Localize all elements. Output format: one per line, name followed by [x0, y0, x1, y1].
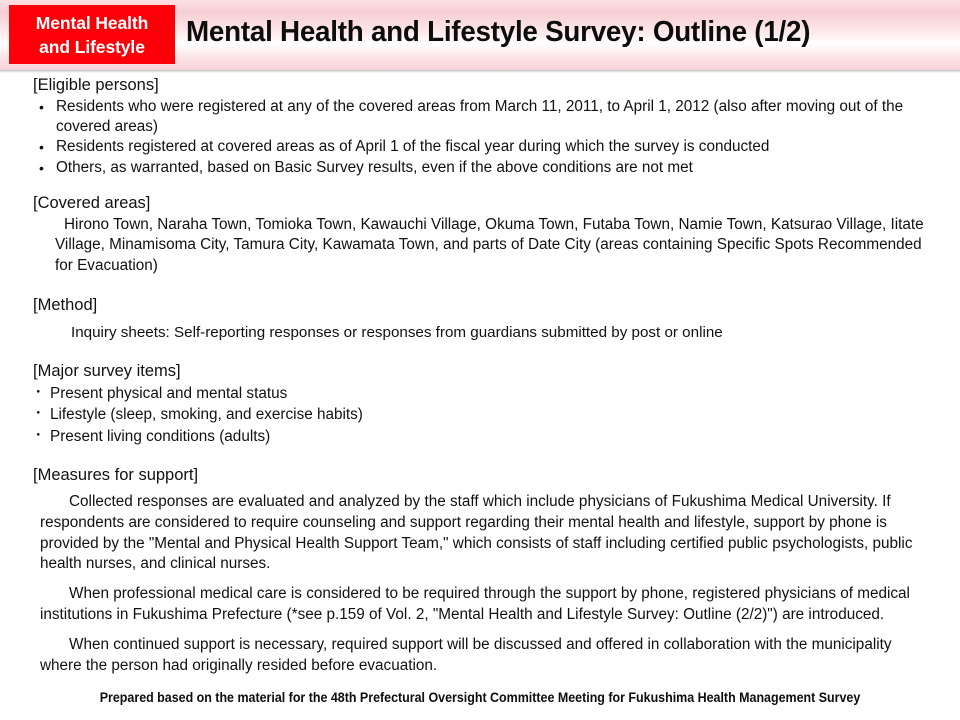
slide-header-banner [0, 0, 960, 72]
covered-areas-body: Hirono Town, Naraha Town, Tomioka Town, Kawauchi Village, Okuma Town, Futaba Town, Namie Town, Katsurao Village, Iitate Village, Minamisoma City, Tamura City, Kawamata Town, and parts of Date City (areas containing Specific Spots Recommended for Evacuation) [55, 215, 924, 274]
measures-paragraph: When continued support is necessary, required support will be discussed and offered in collaboration with the municipality where the person had originally resided before evacuation. [40, 635, 892, 674]
section-method [0, 294, 960, 343]
major-survey-items-list [0, 383, 960, 448]
section-heading-major-survey-items: [Major survey items] [33, 361, 181, 380]
list-item: • Residents registered at covered areas as of April 1 of the fiscal year during which the survey is conducted [0, 137, 960, 157]
header-badge-line2: and Lifestyle [39, 36, 145, 57]
section-covered-areas [0, 192, 960, 277]
section-eligible-persons [0, 74, 960, 178]
section-major-survey-items [0, 360, 960, 448]
list-item: ・ Present living conditions (adults) [0, 426, 960, 448]
spacer [0, 447, 960, 464]
spacer [0, 626, 960, 635]
list-item: • Residents who were registered at any of the covered areas from March 11, 2011, to April 1, 2012 (also after moving out of the covered areas) [0, 97, 960, 137]
spacer [0, 343, 960, 360]
header-divider [0, 70, 960, 73]
measures-paragraph: When professional medical care is considered to be required through the support by phone, registered physicians of medical institutions in Fukushima Prefecture (*see p.159 of Vol. 2, "Mental Health and Lifestyle Survey: Outline (2/2)") are introduced. [40, 585, 910, 624]
list-item: ・ Present physical and mental status [0, 383, 960, 405]
header-badge-line1: Mental Health [35, 12, 149, 33]
list-item: ・ Lifestyle (sleep, smoking, and exercise habits) [0, 404, 960, 426]
spacer [0, 277, 960, 294]
section-heading-method: [Method] [33, 295, 98, 314]
spacer [0, 575, 960, 584]
spacer [0, 178, 960, 192]
measures-paragraph: Collected responses are evaluated and analyzed by the staff which include physicians of Fukushima Medical University. If respondents are considered to require counseling and support regarding their mental health and lifestyle, support by phone is provided by the "Mental and Physical Health Support Team," which consists of staff including certified public psychologists, public health nurses, and clinical nurses. [40, 493, 913, 573]
footer-source-note: Prepared based on the material for the 48th Prefectural Oversight Committee Meeting for Fukushima Health Management Survey [99, 690, 861, 705]
header-category-badge [9, 5, 175, 64]
section-heading-measures-for-support: [Measures for support] [33, 466, 199, 485]
method-body: Inquiry sheets: Self-reporting responses or responses from guardians submitted by post or online [71, 323, 723, 341]
eligible-persons-list [0, 97, 960, 178]
list-item: • Others, as warranted, based on Basic Survey results, even if the above conditions are not met [0, 158, 960, 178]
slide-content [0, 74, 960, 684]
section-measures-for-support [0, 464, 960, 676]
section-heading-eligible-persons: [Eligible persons] [33, 76, 159, 94]
slide-title: Mental Health and Lifestyle Survey: Outline (1/2) [186, 16, 811, 48]
section-heading-covered-areas: [Covered areas] [33, 193, 151, 212]
